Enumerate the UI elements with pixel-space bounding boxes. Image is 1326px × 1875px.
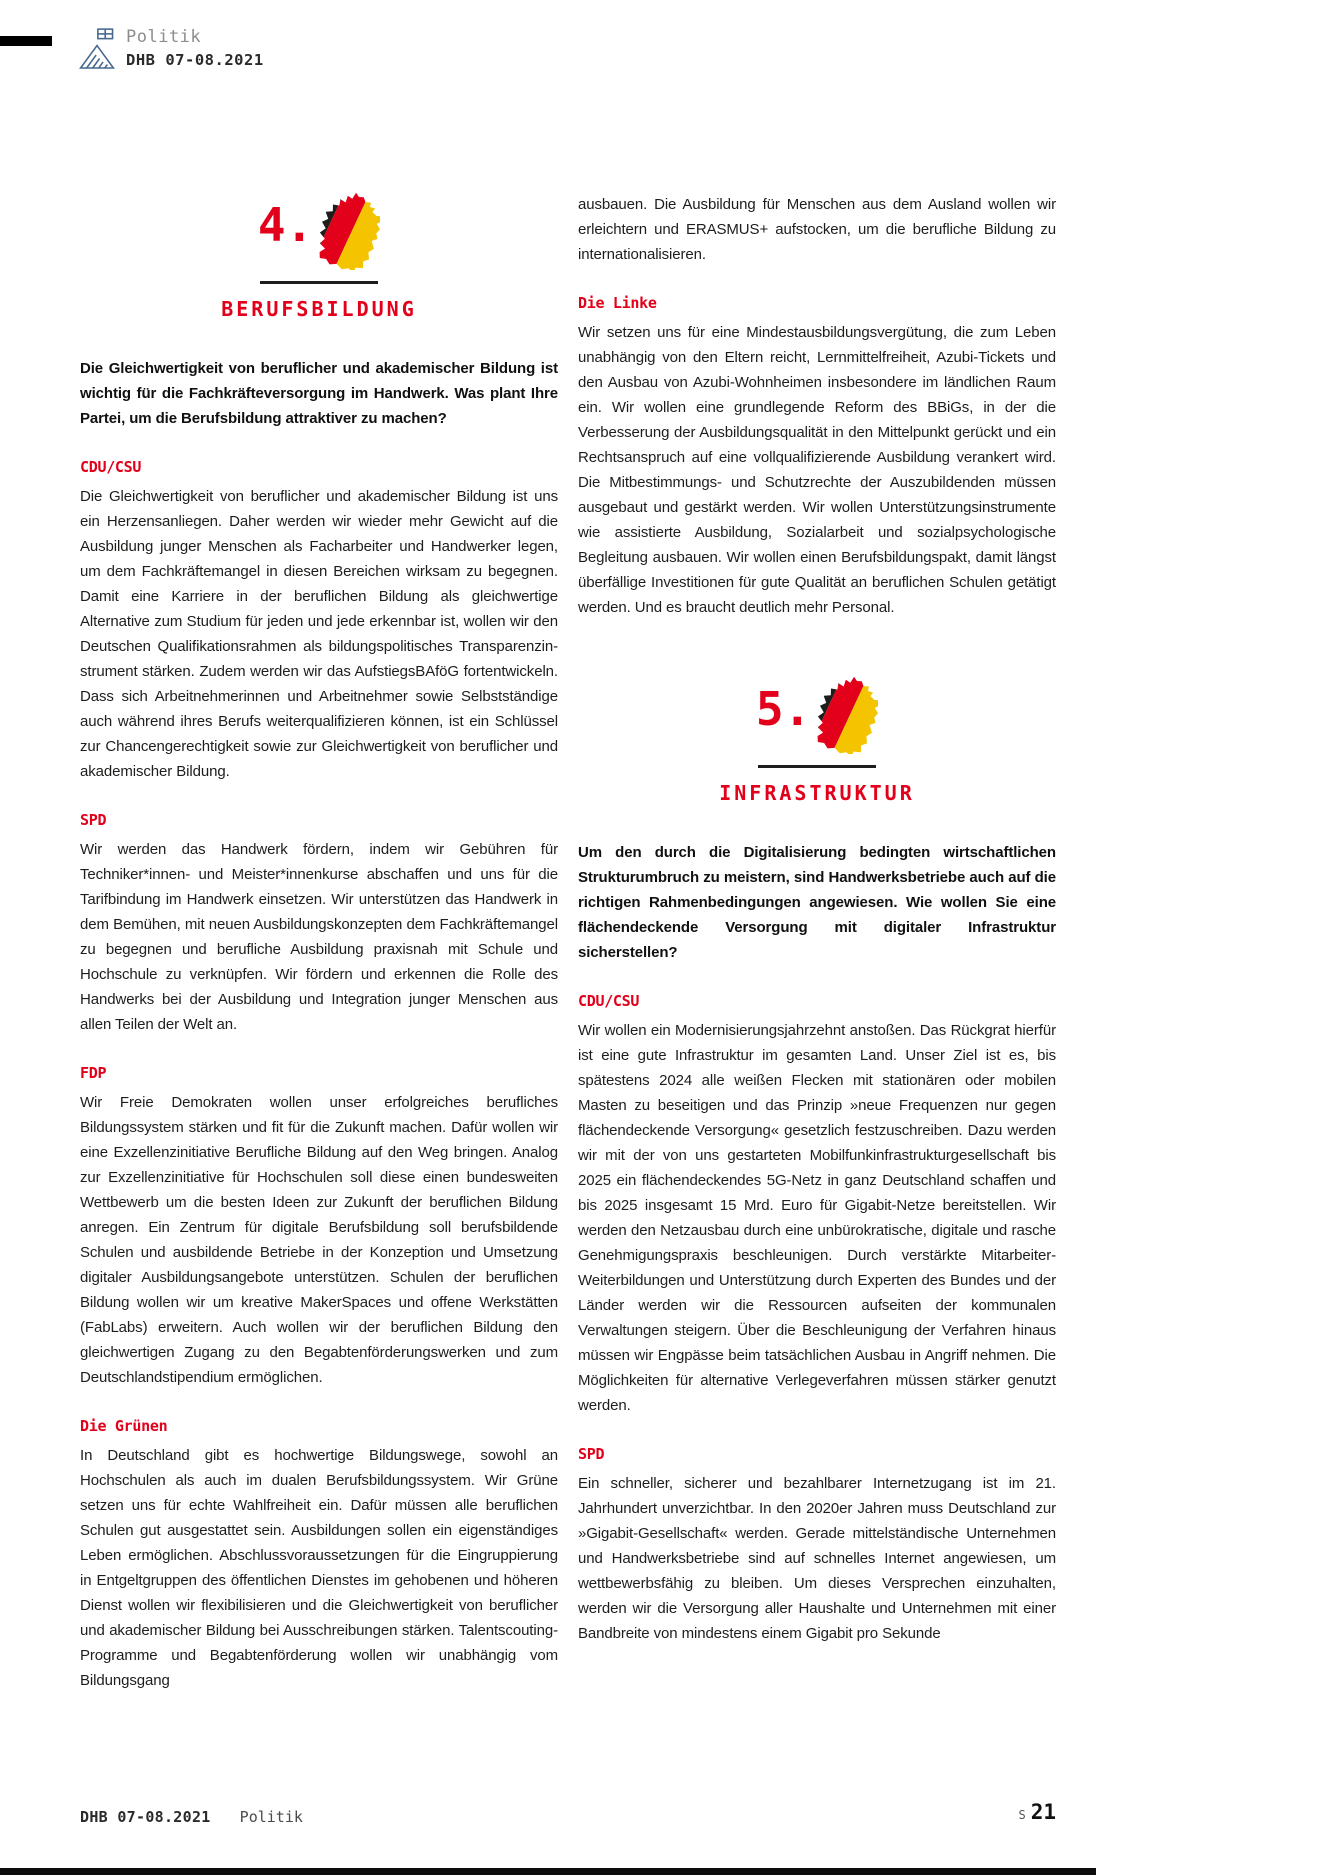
page-header	[78, 26, 264, 77]
party-answer-cdu-csu-5: Wir wollen ein Modernisierungsjahrzehnt anstoßen. Das Rückgrat hierfür ist eine gute Infrastruktur im gesamten Land. Unser Ziel ist es, bis spätestens 2024 alle weißen Flecken mit stationären oder mobilen Masten zu beseitigen und das Prinzip »neue Frequenzen nur gegen flächendeckende Versorgung« gesetzlich festzuschreiben. Dazu werden wir mit der von uns gestarteten Mobilfunkinfrastrukturgesellschaft bis 2025 ein flächendeckendes 5G-Netz in ganz Deutschland schaffen und bis 2025 insgesamt 15 Mrd. Euro für Gigabit-Netze bereitstellen. Wir werden den Netzausbau durch eine unbürokratische, digitale und rasche Genehmigungspraxis beschleunigen. Durch verstärkte Mitarbeiter-Weiterbildungen und Unterstützung durch Experten des Bundes und der Länder werden wir die Ressourcen aufseiten der kommunalen Verwaltungen steigern. Über die Beschleunigung der Verfahren hinaus müssen wir Engpässe beim tatsächlichen Ausbau in Angriff nehmen. Die Möglichkeiten für alternative Verlegeverfahren müssen stärker genutzt werden.	[578, 1022, 1056, 1414]
party-heading-fdp: FDP	[80, 1064, 107, 1082]
section-5-title: INFRASTRUKTUR	[719, 781, 915, 805]
germany-flag-map-icon	[814, 676, 878, 762]
section-4-number: 4.	[257, 198, 314, 252]
party-heading-cdu-csu: CDU/CSU	[80, 458, 142, 476]
right-column	[578, 192, 1056, 1646]
left-column	[80, 192, 558, 1693]
section-4-badge	[80, 192, 558, 322]
party-heading-cdu-csu-5: CDU/CSU	[578, 992, 640, 1010]
party-heading-linke: Die Linke	[578, 294, 657, 312]
gruene-answer-continuation: ausbauen. Die Ausbildung für Menschen aus dem Ausland wollen wir erleichtern und ERASMUS+ aufstocken, um die berufliche Bildung zu internationalisieren.	[578, 196, 1056, 263]
top-left-accent-bar	[0, 36, 52, 46]
footer-issue-label: DHB 07-08.2021	[80, 1808, 211, 1826]
berufsbildung-question: Die Gleichwertigkeit von beruflicher und akademischer Bildung ist wichtig für die Fachkräfteversorgung im Handwerk. Was plant Ihre Partei, um die Berufsbildung attraktiver zu machen?	[80, 360, 558, 427]
party-answer-spd-5: Ein schneller, sicherer und bezahlbarer Internetzugang ist im 21. Jahrhundert unverzichtbar. In den 2020er Jahren muss Deutschland zur »Gigabit-Gesellschaft« werden. Gerade mittelständische Unternehmen und Handwerksbetriebe sind auf schnelles Internet angewiesen, um wettbewerbsfähig zu bleiben. Um dieses Versprechen einzuhalten, werden wir die Versorgung aller Haushalte und Unternehmen mit einer Bandbreite von mindestens einem Gigabit pro Sekunde	[578, 1475, 1056, 1642]
footer-section-label: Politik	[239, 1808, 303, 1826]
bottom-accent-bar	[0, 1868, 1096, 1875]
party-heading-spd-5: SPD	[578, 1445, 605, 1463]
party-answer-fdp: Wir Freie Demokraten wollen unser erfolgreiches berufliches Bildungssystem stärken und fit für die Zukunft machen. Dafür wollen wir eine Exzellenzinitiative Berufliche Bildung auf den Weg bringen. Analog zur Exzellenzinitiative für Hochschulen soll diese einen bundesweiten Wettbewerb um die besten Ideen zur Zukunft der beruflichen Bildung anregen. Ein Zentrum für digitale Berufsbildung soll berufsbildende Schulen und ausbildende Betriebe in der Konzeption und Umsetzung digitaler Ausbildungsangebote unterstützen. Schulen der beruflichen Bildung wollen wir um kreative MakerSpaces und offene Werkstätten (FabLabs) erweitern. Auch wollen wir der beruflichen Bildung den gleichwertigen Zugang zu den Begabtenförderungswerken und zum Deutschlandstipendium ermöglichen.	[80, 1094, 558, 1386]
section-4-rule	[260, 281, 378, 284]
section-4-title: BERUFSBILDUNG	[221, 297, 417, 321]
party-answer-linke: Wir setzen uns für eine Mindestausbildungsvergütung, die zum Leben unabhängig von den Eltern reicht, Lernmittelfreiheit, Azubi-Tickets und den Ausbau von Azubi-Wohnheimen insbesondere im ländlichen Raum ein. Wir wollen eine grundlegende Reform des BBiGs, in der die Verbesserung der Ausbildungsqualität in den Mittelpunkt gerückt und ein Rechtsanspruch auf eine vollqualifizierende Ausbildung verankert wird. Die Mitbestimmungs- und Schutzrechte der Auszubildenden müssen ausgebaut und gestärkt werden. Wir wollen Unterstützungsinstrumente wie assistierte Ausbildung, Sozialarbeit und sozialpsychologische Begleitung ausbauen. Wir wollen einen Berufsbildungspakt, damit längst überfällige Investitionen für gute Qualität an beruflichen Schulen getätigt werden. Und es braucht deutlich mehr Personal.	[578, 324, 1056, 616]
header-issue-label: DHB 07-08.2021	[126, 51, 264, 69]
footer-left	[80, 1808, 303, 1826]
party-heading-gruene: Die Grünen	[80, 1417, 168, 1435]
header-section-label: Politik	[126, 27, 202, 47]
page-number-prefix: S	[1018, 1808, 1026, 1822]
footer-right	[578, 1800, 1056, 1824]
party-answer-spd: Wir werden das Handwerk fördern, indem wir Gebühren für Techniker*innen- und Meister*innenkurse abschaffen und uns für die Tarifbindung im Handwerk einsetzen. Wir unterstützen das Handwerk in dem Bemühen, mit neuen Ausbildungskonzepten dem Fachkräftemangel zu begegnen und berufliche Ausbildung praxisnah mit Schule und Hochschule zu verknüpfen. Wir fördern und erkennen die Rolle des Handwerks bei der Ausbildung und Integration junger Menschen aus allen Teilen der Welt an.	[80, 841, 558, 1033]
infrastruktur-question: Um den durch die Digitalisierung bedingten wirtschaftlichen Strukturumbruch zu meistern, sind Handwerksbetriebe auch auf die richtigen Rahmenbedingungen angewiesen. Wie wollen Sie eine flächendeckende Versorgung mit digitaler Infrastruktur sicherstellen?	[578, 844, 1056, 961]
party-answer-cdu-csu: Die Gleichwertigkeit von beruflicher und akademischer Bildung ist uns ein Herzensanliegen. Daher werden wir wieder mehr Gewicht auf die Ausbildung junger Menschen als Facharbeiter und Handwerker legen, um dem Fachkräftemangel in diesen Bereichen wirksam zu begegnen. Damit eine Karriere in der beruflichen Bildung als gleichwertige Alternative zum Studium für jeden und jede erkennbar ist, wollen wir den Deutschen Qualifikationsrahmen als bildungspolitisches Transparenzin-strument stärken. Zudem werden wir das AufstiegsBAföG fortentwickeln. Dass sich Arbeitnehmerinnen und Arbeitnehmer sowie Selbstständige auch während ihres Berufs weiterqualifizieren können, ist ein Schlüssel zur Chancengerechtigkeit sowie zur Gleichwertigkeit von beruflicher und akademischer Bildung.	[80, 488, 558, 780]
section-5-number: 5.	[755, 682, 812, 736]
party-heading-spd: SPD	[80, 811, 107, 829]
header-texts	[126, 26, 264, 69]
page-number: 21	[1030, 1800, 1056, 1824]
party-answer-gruene: In Deutschland gibt es hochwertige Bildungswege, sowohl an Hochschulen als auch im dualen Berufsbildungssystem. Wir Grüne setzen uns für echte Wahlfreiheit ein. Dafür müssen alle beruflichen Schulen gut ausgestattet sein. Ausbildungen sollen ein eigenständiges Leben ermöglichen. Abschlussvoraussetzungen für die Eingruppierung in Entgeltgruppen des öffentlichen Dienstes im gehobenen und höheren Dienst wollen wir flexibilisieren und die Gleichwertigkeit von beruflicher und akademischer Bildung bei Ausschreibungen stärken. Talentscouting-Programme und Begabtenförderung wollen wir unabhängig vom Bildungsgang	[80, 1447, 558, 1689]
section-5-rule	[758, 765, 876, 768]
section-5-badge	[578, 676, 1056, 806]
dhb-logo-icon	[78, 26, 116, 77]
germany-flag-map-icon	[316, 192, 380, 278]
